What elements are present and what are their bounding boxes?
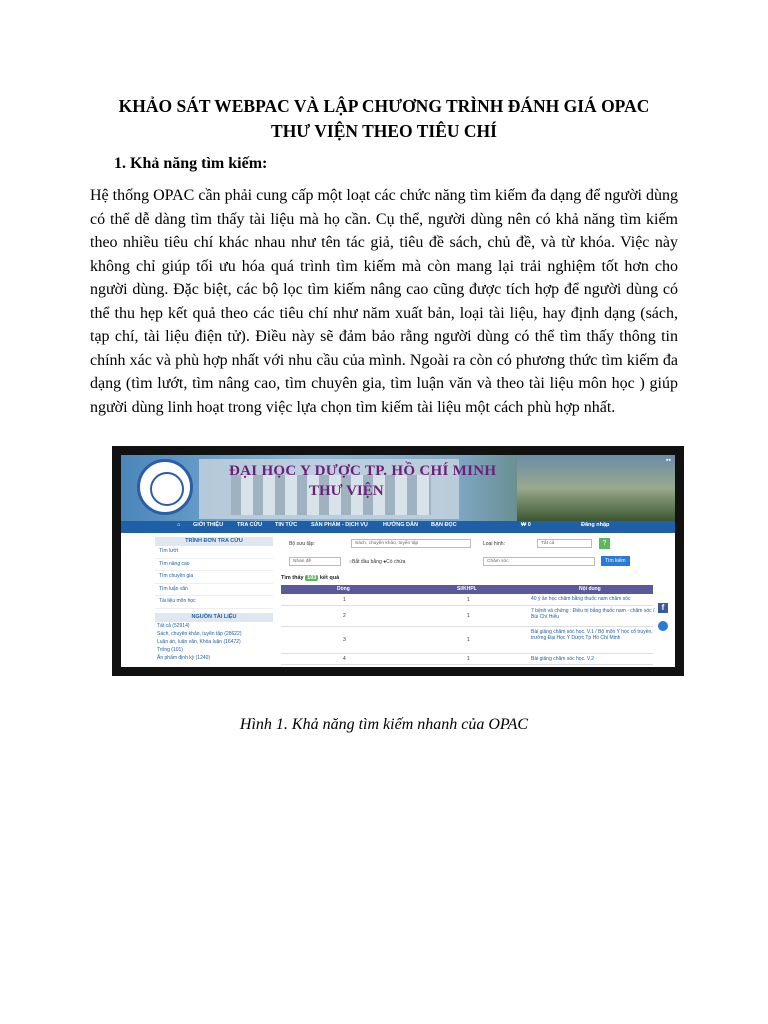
type-select[interactable]: Tất cả xyxy=(537,539,592,548)
sidebar-item-tim-luot[interactable]: Tìm lướt xyxy=(155,546,273,559)
sidebar-item-tai-lieu-mon-hoc[interactable]: Tài liệu môn học xyxy=(155,596,273,609)
col-noi-dung: Nội dung xyxy=(579,586,601,592)
search-menu-sidebar xyxy=(155,537,273,667)
collection-label: Bộ sưu tập: xyxy=(289,541,315,547)
row-number: 1 xyxy=(343,597,346,603)
table-row xyxy=(281,627,653,654)
collection-select[interactable]: Sách, chuyên khảo, tuyển tập xyxy=(351,539,471,548)
row-number: 3 xyxy=(343,637,346,643)
library-banner xyxy=(121,455,675,521)
row-khpl: 1 xyxy=(467,613,470,619)
body-paragraph: Hệ thống OPAC cần phải cung cấp một loạt các chức năng tìm kiếm đa dạng để người dùng có thể dễ dàng tìm thấy tài liệu mà họ cần. Cụ thể, người dùng nên có khả năng tìm kiếm theo nhiều tiêu chí khác nhau như tên tác giả, tiêu đề sách, chủ đề, và từ khóa. Việc này không chỉ giúp tối ưu hóa quá trình tìm kiếm mà còn mang lại trải nghiệm tốt hơn cho người dùng. Đặc biệt, các bộ lọc tìm kiếm nâng cao cũng được tích hợp để người dùng có thể thu hẹp kết quả theo các tiêu chí như năm xuất bản, loại tài liệu, hay định dạng (sách, tạp chí, tài liệu điện tử). Điều này sẽ đảm bảo rằng người dùng có thể tìm thấy thông tin chính xác và phù hợp nhất với nhu cầu của mình. Ngoài ra còn có phương thức tìm kiếm đa dạng (tìm lướt, tìm nâng cao, tìm chuyên gia, tìm luận văn và theo tài liệu môn học ) giúp người dùng linh hoạt trong việc lựa chọn tìm kiếm tài liệu một cách phù hợp nhất. xyxy=(90,187,678,416)
row-number: 2 xyxy=(343,613,346,619)
table-row xyxy=(281,595,653,606)
messenger-icon[interactable] xyxy=(658,621,668,631)
add-condition-button[interactable]: ? xyxy=(599,538,610,549)
source-item[interactable]: Tất cả (52914) xyxy=(157,622,190,629)
col-khpl: SI/KHPL xyxy=(457,586,477,592)
main-nav xyxy=(121,521,675,533)
row-content-link[interactable]: 40 ý ân học chăm bằng thuốc nam chăm sóc xyxy=(531,596,631,602)
cart-button[interactable]: ₩ 0 xyxy=(521,522,531,528)
row-number: 4 xyxy=(343,656,346,662)
sidebar-item-tim-chuyen-gia[interactable]: Tìm chuyên gia xyxy=(155,571,273,584)
sidebar-heading: TRÌNH ĐƠN TRA CỨU xyxy=(155,537,273,546)
nav-san-pham[interactable]: SẢN PHẨM - DỊCH VỤ xyxy=(311,522,368,528)
nav-ban-doc[interactable]: BẠN ĐỌC xyxy=(431,522,457,528)
table-row xyxy=(281,654,653,665)
home-icon[interactable]: ⌂ xyxy=(177,522,181,528)
match-mode-radio[interactable]: ○Bắt đầu bằng ●Có chứa xyxy=(349,559,406,565)
results-prefix: Tìm thấy xyxy=(281,575,304,581)
section-heading: 1. Khả năng tìm kiếm: xyxy=(114,155,268,172)
source-item[interactable]: Sách, chuyên khảo, tuyển tập (28622) xyxy=(157,630,242,637)
search-results-panel xyxy=(281,539,653,667)
source-item[interactable]: Ấn phẩm định kỳ (1240) xyxy=(157,654,211,661)
row-content-link[interactable]: Bài giảng chăm sóc học. V.2 xyxy=(531,656,594,662)
login-link[interactable]: Đăng nhập xyxy=(581,522,610,528)
title-line-2: THƯ VIỆN THEO TIÊU CHÍ xyxy=(271,121,497,141)
figure-caption: Hình 1. Khả năng tìm kiếm nhanh của OPAC xyxy=(239,716,529,733)
university-logo-icon xyxy=(137,459,193,515)
results-count-text xyxy=(281,575,339,581)
sources-heading: NGUỒN TÀI LIỆU xyxy=(155,613,273,622)
row-content-link[interactable]: Bài giảng chăm sóc học. V.1 / Bộ môn Y học cổ truyền, trường Đại Học Y Dược Tp Hồ Chí Minh xyxy=(531,629,653,641)
sidebar-item-tim-luan-van[interactable]: Tìm luận văn xyxy=(155,584,273,597)
results-table-header xyxy=(281,585,653,594)
nav-tra-cuu[interactable]: TRA CỨU xyxy=(237,522,263,528)
document-title xyxy=(60,94,708,144)
title-line-1: KHẢO SÁT WEBPAC VÀ LẬP CHƯƠNG TRÌNH ĐÁNH GIÁ OPAC xyxy=(118,96,650,116)
row-khpl: 1 xyxy=(467,656,470,662)
language-flag-icon[interactable]: ▪▪ xyxy=(666,457,671,464)
sidebar-item-tim-nang-cao[interactable]: Tìm nâng cao xyxy=(155,559,273,572)
row-content-link[interactable]: 7 bệnh và chứng : Điều trị bằng thuốc nam - chăm sóc / Bùi Chí Hiếu xyxy=(531,608,655,620)
type-label: Loại hình: xyxy=(483,541,505,547)
opac-screenshot xyxy=(121,455,675,667)
search-button[interactable]: Tìm kiếm xyxy=(601,556,630,566)
nav-huong-dan[interactable]: HƯỚNG DẪN xyxy=(383,522,418,528)
campus-photo xyxy=(517,455,675,521)
opac-screenshot-figure xyxy=(112,446,684,676)
field-select[interactable]: Nhan đề xyxy=(289,557,341,566)
banner-subtitle: THƯ VIỆN xyxy=(309,483,384,499)
banner-title: ĐẠI HỌC Y DƯỢC TP. HỒ CHÍ MINH xyxy=(229,463,497,479)
source-item[interactable]: Luận án, luận văn, Khóa luận (16472) xyxy=(157,638,241,645)
row-khpl: 1 xyxy=(467,637,470,643)
results-count-badge: 103 xyxy=(307,575,317,581)
source-item[interactable]: Trống (101) xyxy=(157,646,183,653)
col-dong: Dòng xyxy=(337,586,350,592)
facebook-icon[interactable]: f xyxy=(658,603,668,613)
nav-gioi-thieu[interactable]: GIỚI THIỆU xyxy=(193,522,224,528)
row-khpl: 1 xyxy=(467,597,470,603)
table-row xyxy=(281,606,653,627)
results-suffix: kết quả xyxy=(319,575,340,581)
nav-tin-tuc[interactable]: TIN TỨC xyxy=(275,522,298,528)
search-input[interactable]: Chăm sóc xyxy=(483,557,595,566)
